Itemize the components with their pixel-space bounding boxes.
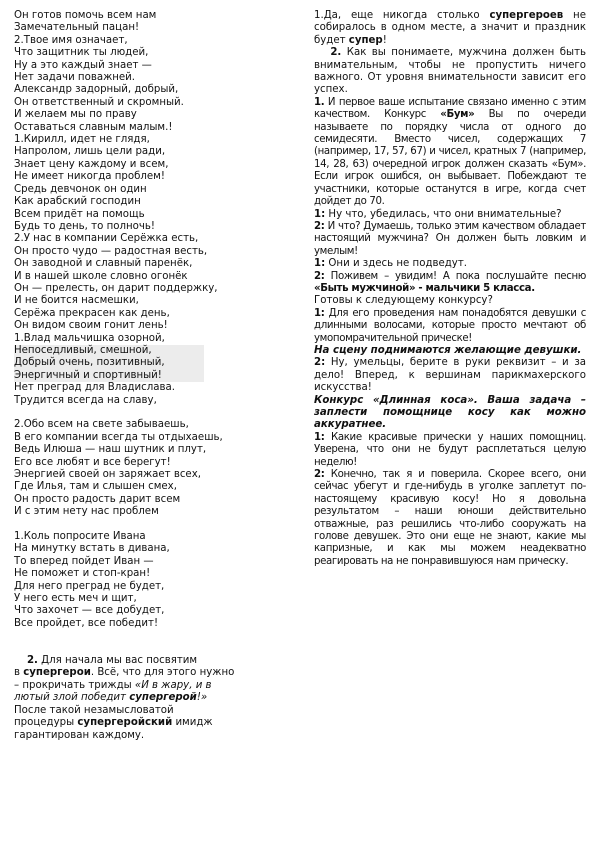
poem-line: То вперед пойдет Иван —: [14, 555, 154, 567]
dialogue-line: 1: Какие красивые прически у наших помощниц. Уверена, что они не будут расплетаться целую неделю!: [314, 431, 586, 468]
poem-line: И с этим нету нас проблем: [14, 506, 159, 518]
poem-line: На минутку встать в дивана,: [14, 543, 170, 555]
poem-line: 1.Коль попросите Ивана: [14, 531, 146, 543]
closing-paragraph-2: После такой незамысловатой процедуры супергеройский имидж гарантирован каждому.: [14, 704, 213, 741]
poem-line: Нет задачи поважней.: [14, 72, 136, 84]
boom-contest-paragraph: 1. И первое ваше испытание связано именно с этим качеством. Конкурс «Бум» Вы по очереди называете по порядку числа от одного до семидесяти. Вместо чисел, содержащих 7 (например, 17, 57, 67) и чисел, кратных 7 (например, 14, 28, 63) очередной игрок должен сказать «Бум». Если игрок ошибся, он выбывает. Побеждают те участники, которые останутся в игре, когда счет дойдет до 70.: [314, 96, 586, 208]
poem-line: Добрый очень, позитивный,: [14, 357, 165, 369]
poem-line: Напролом, лишь цели ради,: [14, 146, 166, 158]
poem-line: Он видом своим гонит лень!: [14, 320, 168, 332]
poem-stanzas-1-tail: [14, 382, 299, 407]
dialogue-line: 2: Поживем – увидим! А пока послушайте песню «Быть мужчиной» - мальчики 5 класса.: [314, 270, 586, 294]
poem-line: Он ответственный и скромный.: [14, 96, 184, 108]
poem-line: Он — прелесть, он дарит поддержку,: [14, 282, 218, 294]
poem-stanza-ivan: [14, 531, 299, 630]
dialogue-line: 1: Они и здесь не подведут.: [314, 258, 468, 270]
poem-line: Не имеет никогда проблем!: [14, 171, 165, 183]
poem-line: У него есть меч и щит,: [14, 593, 137, 605]
poem-line: Ну а это каждый знает —: [14, 59, 152, 71]
poem-line: Будь то день, то полночь!: [14, 220, 155, 232]
poem-line: Не поможет и стоп-кран!: [14, 568, 151, 580]
stage-direction: На сцену поднимаются желающие девушки.: [314, 344, 582, 356]
poem-line: 2.Твое имя означает,: [14, 34, 128, 46]
intro-paragraph: 1.Да, еще никогда столько супергероев не собиралось в одном месте, а значит и праздник будет супер!: [314, 10, 586, 46]
left-column: [14, 10, 299, 742]
poem-line: Он заводной и славный паренёк,: [14, 258, 193, 270]
poem-line: Энергичный и спортивный!: [14, 369, 162, 381]
dialogue-line: 2: Конечно, так я и поверила. Скорее всего, они сейчас убегут и где-нибудь в уголке заплетут по-настоящему красивую косу! Но я довольна результатом – наши юноши действительно отважные, раз решились что-либо сооружать на голове девушек. Это они еще не знают, какие мы капризные, и как мы можем неадекватно реагировать на не понравившуюся нам прическу.: [314, 469, 586, 567]
poem-line: Знает цену каждому и всем,: [14, 158, 169, 170]
poem-line: 1.Влад мальчишка озорной,: [14, 332, 165, 344]
poem-line: И в нашей школе словно огонёк: [14, 270, 188, 282]
dialogue-line: 1: Ну что, убедилась, что они внимательные?: [314, 208, 562, 220]
poem-line: Он просто радость дарит всем: [14, 493, 181, 505]
poem-line: Замечательный пацан!: [14, 22, 140, 34]
poem-line: Энергией своей он заряжает всех,: [14, 469, 201, 481]
poem-line: Всем придёт на помощь: [14, 208, 145, 220]
poem-line: Для него преград не будет,: [14, 580, 165, 592]
poem-line: 1.Кирилл, идет не глядя,: [14, 134, 150, 146]
poem-line: Его все любят и все берегут!: [14, 456, 171, 468]
poem-line: Где Илья, там и слышен смех,: [14, 481, 177, 493]
poem-line: Что захочет — все добудет,: [14, 605, 165, 617]
poem-line: 2.Обо всем на свете забываешь,: [14, 419, 189, 431]
closing-paragraph-1: 2. Для начала мы вас посвятим в супергерои. Всё, что для этого нужно – прокричать трижды «И в жару, и в лютый злой победит супергерой!»: [14, 655, 235, 704]
poem-line: Как арабский господин: [14, 196, 141, 208]
poem-line: Александр задорный, добрый,: [14, 84, 179, 96]
poem-line: В его компании всегда ты отдыхаешь,: [14, 431, 223, 443]
poem-line: Все пройдет, все победит!: [14, 617, 159, 629]
attention-paragraph: 2. Как вы понимаете, мужчина должен быть внимательным, чтобы не пропустить ничего важного. От уровня внимательности зависит его успех.: [314, 47, 587, 96]
poem-line: Что защитник ты людей,: [14, 47, 149, 59]
dialogue-line: 2: И что? Думаешь, только этим качеством обладает настоящий мужчина? Он должен быть ловким и умелым!: [314, 220, 586, 257]
poem-line: Средь девчонок он один: [14, 183, 147, 195]
poem-highlighted-lines: [14, 345, 204, 382]
poem-line: Серёжа прекрасен как день,: [14, 307, 170, 319]
poem-line: Непоседливый, смешной,: [14, 344, 152, 356]
right-column: [314, 10, 586, 568]
poem-line: Ведь Илюша — наш шутник и плут,: [14, 444, 207, 456]
poem-line: Трудится всегда на славу,: [14, 394, 157, 406]
poem-line: Оставаться славным малым.!: [14, 121, 173, 133]
poem-line: И не боится насмешки,: [14, 295, 139, 307]
dialogue-line: Готовы к следующему конкурсу?: [314, 295, 493, 307]
poem-line: Нет преград для Владислава.: [14, 382, 176, 394]
dialogue-line: 1: Для его проведения нам понадобятся девушки с длинными волосами, которые просто мечтают об умопомрачительной прическе!: [314, 307, 586, 344]
poem-line: Он просто чудо — радостная весть,: [14, 245, 208, 257]
poem-line: 2.У нас в компании Серёжка есть,: [14, 233, 199, 245]
poem-line: Он готов помочь всем нам: [14, 10, 157, 21]
poem-line: И желаем мы по праву: [14, 109, 137, 121]
dialogue-line: 2: Ну, умельцы, берите в руки реквизит – и за дело! Вперед, к вершинам парикмахерского искусства!: [314, 357, 586, 394]
braid-contest-heading: Конкурс «Длинная коса». Ваша задача – заплести помощнице косу как можно аккуратнее.: [314, 394, 586, 431]
poem-stanzas-1: [14, 10, 299, 345]
poem-stanza-ilya: [14, 419, 299, 518]
